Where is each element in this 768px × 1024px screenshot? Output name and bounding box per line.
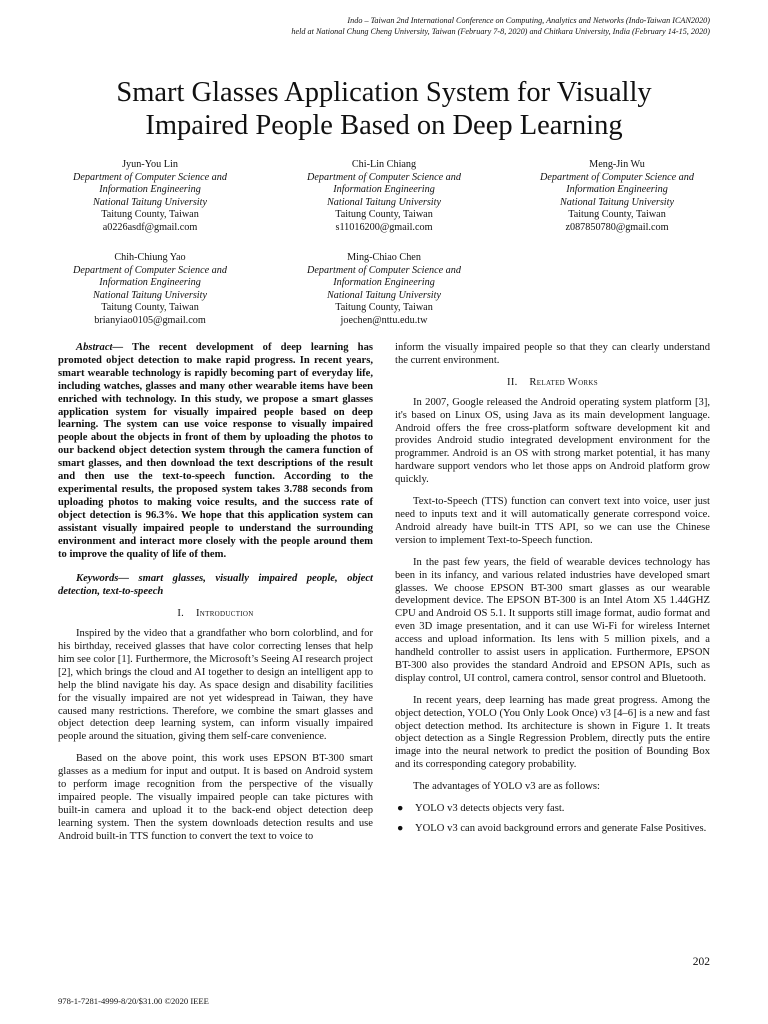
- abstract-text: The recent development of deep learning has promoted object detection to make rapid progress. In recent years, smart wearable technology is rapidly becoming part of everyday life, including watches, glasses and many other wearable items have been enriched with technology. In this study, we propose a smart glasses application system for visually impaired people based on deep learning. The system can use voice response to visually impaired people about the objects in front of them by uploading the photos to our backend object detection system through the camera function of smart glasses, and then download the text descriptions of the result and then use the text-to-speech function. According to the experimental results, the proposed system takes 3.788 seconds from uploading photos to making voice results, and the success rate of object detection is 96.3%. We hope that this application system can assistant visually impaired people to understand the surrounding environment and interact more closely with the people around them to improve the quality of life of them.: [58, 342, 373, 560]
- author-dept: Department of Computer Science and: [73, 264, 227, 276]
- author-location: Taitung County, Taiwan: [101, 209, 199, 220]
- author-univ: National Taitung University: [93, 196, 207, 208]
- paper-title-line1: Smart Glasses Application System for Visually: [116, 77, 652, 108]
- author-location: Taitung County, Taiwan: [568, 209, 666, 220]
- list-item: [395, 823, 710, 836]
- section-title: Related Works: [529, 376, 598, 388]
- author-dept: Department of Computer Science and: [540, 171, 694, 183]
- author-dept: Information Engineering: [333, 277, 435, 288]
- left-column: [58, 342, 373, 853]
- list-item-text: YOLO v3 can avoid background errors and generate False Positives.: [415, 823, 707, 834]
- keywords-label: Keywords—: [76, 573, 129, 585]
- related-paragraph-4: In recent years, deep learning has made great progress. Among the object detection, YOLO (You Only Look Once) v3 [4–6] is a new and fast object detection method. Its architecture is shown in Figure 1. It treats object detection as a Single Regression Problem, directly puts the entire image into the neural network to predict the position of Bounding Box and its corresponding category probability.: [395, 694, 710, 771]
- author-location: Taitung County, Taiwan: [335, 302, 433, 313]
- related-paragraph-3: In the past few years, the field of wearable devices technology has been in its infancy, and various related industries have developed smart glasses. We choose EPSON BT-300 smart glasses as our wearable development device. The EPSON BT-300 is an Intel Atom X5 1.44GHZ CPU and Android OS 5.1. It supports still image format, audio format and even 3D image presentation, and it can use Wi-Fi for wireless Internet access and upload information. Its lens with 5 million pixels, and a handheld controller to assist users in application. Furthermore, EPSON BT-300 also provides the standard Android and EPSON APIs, such as display control, UI control, camera control, sensor control and Bluetooth.: [395, 556, 710, 684]
- author-block: [30, 159, 270, 234]
- intro-paragraph-1: Inspired by the video that a grandfather who born colorblind, and for his birthday, received glasses that have color correcting lenses that help him see color [1]. Furthermore, the Microsoft’s Seeing AI research project [2], which brings the cloud and AI together to design an intelligent app to help the blind navigate his day. As space design and disability facilities for the visually impaired are not yet widespread in Taiwan, they have caused many restrictions. Therefore, we combine the smart glasses and object detection deep learning system, can inform visually impaired people around the situation, giving them self-care convenience.: [58, 628, 373, 743]
- conference-header-line2: held at National Chung Cheng University, Taiwan (February 7-8, 2020) and Chitkara University, India (February 14-15, 2020): [291, 27, 710, 36]
- section-number: I.: [177, 608, 185, 620]
- author-email: s11016200@gmail.com: [335, 221, 433, 233]
- author-univ: National Taitung University: [327, 196, 441, 208]
- section-heading-introduction: [58, 608, 373, 621]
- author-univ: National Taitung University: [93, 289, 207, 301]
- related-paragraph-2: Text-to-Speech (TTS) function can convert text into voice, user just need to inputs text and it will automatically generate correspond voice. Android already have built-in TTS API, so we can use the Chinese version to implement Text-to-Speech function.: [395, 496, 710, 546]
- author-location: Taitung County, Taiwan: [335, 209, 433, 220]
- list-item: [395, 803, 710, 816]
- abstract: [58, 342, 373, 561]
- author-univ: National Taitung University: [560, 196, 674, 208]
- keywords-text: smart glasses, visually impaired people, object detection, text-to-speech: [58, 573, 373, 598]
- author-dept: Information Engineering: [333, 184, 435, 195]
- author-email: joechen@nttu.edu.tw: [340, 314, 428, 326]
- bullet-icon: ●: [397, 803, 404, 815]
- intro-paragraph-2: Based on the above point, this work uses EPSON BT-300 smart glasses as a medium for input and output. It is based on Android system to perform image recognition from the perspective of the visually impaired people. The visually impaired people can take pictures with built-in camera and upload it to the back-end object detection deep learning system. Then the system downloads detection results and use Android built-in TTS function to convert the text to voice to: [58, 753, 373, 842]
- author-name: Ming-Chiao Chen: [347, 252, 421, 263]
- abstract-label: Abstract—: [76, 342, 124, 353]
- intro-paragraph-2-continued: inform the visually impaired people so that they can clearly understand the current environment.: [395, 342, 710, 366]
- author-email: z087850780@gmail.com: [565, 221, 669, 233]
- author-dept: Information Engineering: [99, 277, 201, 288]
- author-block: [497, 159, 737, 234]
- author-location: Taitung County, Taiwan: [101, 302, 199, 313]
- author-name: Chi-Lin Chiang: [351, 159, 417, 170]
- related-paragraph-5: The advantages of YOLO v3 are as follows:: [413, 781, 600, 793]
- author-name: Meng-Jin Wu: [589, 159, 645, 170]
- section-title: Introduction: [195, 608, 254, 620]
- author-email: a0226asdf@gmail.com: [102, 221, 198, 233]
- author-block: [264, 159, 504, 234]
- page-number: 202: [692, 956, 710, 968]
- section-heading-related-works: [395, 377, 710, 390]
- author-dept: Department of Computer Science and: [73, 171, 227, 183]
- list-item-text: YOLO v3 detects objects very fast.: [415, 803, 565, 815]
- advantages-list: [395, 803, 710, 836]
- author-dept: Information Engineering: [566, 184, 668, 195]
- author-block: [264, 252, 504, 327]
- author-dept: Information Engineering: [99, 184, 201, 195]
- paper-title: [0, 76, 768, 142]
- conference-header: [291, 15, 710, 37]
- related-paragraph-1: In 2007, Google released the Android operating system platform [3], it's based on Linux OS, using Java as its main development language. Android offers the free cross-platform software development kit and provides Android studio integrated development environment for the programmer. Android is an OS with strong market potential, it has many hardware support vendors who let those apps on Android platform grow quickly.: [395, 396, 710, 486]
- paper-title-line2: Impaired People Based on Deep Learning: [145, 110, 623, 141]
- author-dept: Department of Computer Science and: [307, 264, 461, 276]
- author-dept: Department of Computer Science and: [307, 171, 461, 183]
- keywords: [58, 573, 373, 599]
- copyright-footer: 978-1-7281-4999-8/20/$31.00 ©2020 IEEE: [58, 996, 209, 1006]
- bullet-icon: ●: [397, 823, 404, 834]
- author-name: Chih-Chiung Yao: [114, 252, 186, 263]
- right-column: [395, 342, 710, 843]
- section-number: II.: [507, 376, 518, 388]
- author-block: [30, 252, 270, 327]
- author-email: brianyiao0105@gmail.com: [94, 314, 206, 326]
- author-name: Jyun-You Lin: [122, 159, 178, 170]
- author-univ: National Taitung University: [327, 289, 441, 301]
- conference-header-line1: Indo – Taiwan 2nd International Conference on Computing, Analytics and Networks (Indo-Taiwan ICAN2020): [347, 16, 710, 25]
